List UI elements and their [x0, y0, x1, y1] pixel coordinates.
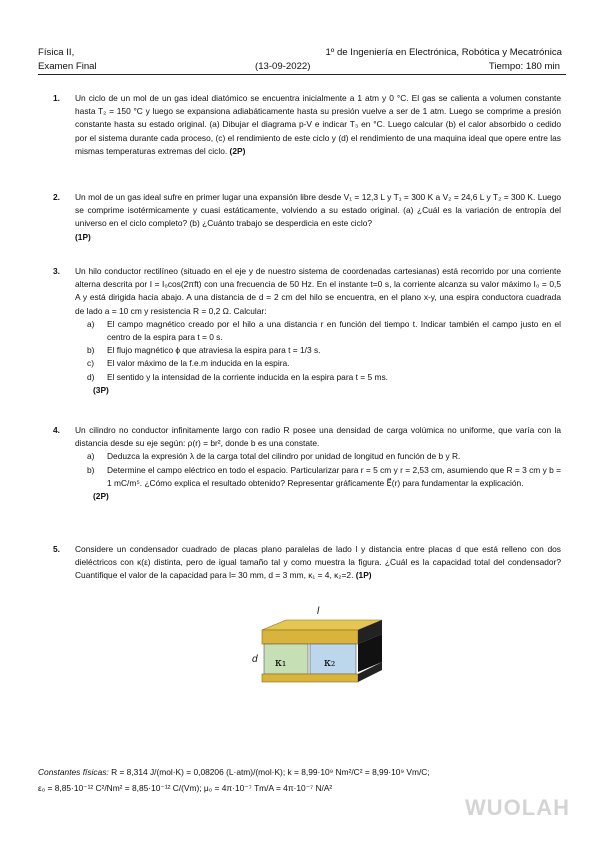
problem-points: (3P) — [93, 384, 109, 395]
problem-number: 3. — [53, 266, 60, 276]
watermark-logo: WUOLAH — [465, 795, 570, 820]
problem-points: (2P) — [229, 145, 246, 156]
constants-line-2: ε₀ = 8,85·10⁻¹² C²/Nm² = 8,85·10⁻¹² C/(Vm); μ₀ = 4π·10⁻⁷ Tm/A = 4π·10⁻⁷ N/A² — [38, 783, 333, 793]
problem-4 — [53, 424, 561, 503]
problem-number: 1. — [53, 93, 60, 103]
header-course: Física II, — [38, 47, 75, 58]
problem-text: Considere un condensador cuadrado de placas plano paralelas de lado l y distancia entre placas d que está relleno con dos dieléctricos con κ(ε) distinta, pero de igual tamaño tal y como muestra la figura. ¿Cuál es la capacidad total del condensador? Cuantifique el valor de la capacidad para l= 30 mm, d = 3 mm, κ₁ = 4, κ₂=2. — [75, 544, 561, 581]
label-k1: κ₁ — [275, 656, 287, 669]
constants-title: Constantes físicas: — [38, 767, 109, 777]
list-item: b) El flujo magnético ϕ que atraviesa la espira para t = 1/3 s. — [87, 345, 321, 356]
list-item: a) El campo magnético creado por el hilo a una distancia r en función del tiempo t. Indicar también el campo justo en el centro de la espira para t = 0 s. — [87, 318, 561, 343]
problem-text: Un mol de un gas ideal sufre en primer lugar una expansión libre desde V₁ = 12,3 L y T₁ = 300 K a V₂ = 24,6 L y T₂ = 300 K. Luego se comprime isotérmicamente y cuasi estáticamente, volviendo a su estado original. (a) ¿Cuál es la variación de entropía del universo en el ciclo completo? (b) ¿Cuánto trabajo se desperdicia en este ciclo? — [75, 192, 561, 229]
problem-number: 2. — [53, 192, 60, 202]
header-date: (13-09-2022) — [255, 61, 311, 72]
problem-5 — [53, 543, 561, 583]
list-item: c) El valor máximo de la f.e.m inducida en la espira. — [87, 358, 290, 369]
header-divider — [38, 74, 566, 75]
header-degree: 1º de Ingeniería en Electrónica, Robótica y Mecatrónica — [325, 47, 562, 58]
problem-number: 4. — [53, 425, 60, 435]
problem-text: Un hilo conductor rectilíneo (situado en el eje y de nuestro sistema de coordenadas cartesianas) está recorrido por una corriente alterna descrita por I = I₀cos(2πft) con una frecuencia de 50 Hz. En el instante t=0 s, la corriente alcanza su valor máximo I₀ = 0,5 A y está dirigida hacia abajo. A una distancia de d = 2 cm del hilo se encuentra, en el plano x-y, una espira conductora cuadrada de lado a = 10 cm y resistencia R = 0,2 Ω. Calcular: — [75, 266, 561, 316]
top-plate-edge — [262, 630, 358, 644]
bottom-plate — [262, 674, 358, 682]
problem-points: (2P) — [93, 491, 109, 502]
capacitor-figure — [250, 600, 390, 692]
list-item: b) Determine el campo eléctrico en todo el espacio. Particularizar para r = 5 cm y r = 2,53 cm, asumiendo que R = 3 cm y b = 1 mC/m⁵. ¿Cómo explica el resultado obtenido? Representar gráficamente E⃗(r) para fundamentar la explicación. — [87, 464, 561, 488]
problem-number: 5. — [53, 544, 60, 554]
header-time: Tiempo: 180 min — [488, 61, 560, 72]
header-exam: Examen Final — [38, 61, 97, 72]
label-l: l — [317, 606, 320, 617]
label-d: d — [252, 654, 258, 665]
list-item: a) Deduzca la expresión λ de la carga total del cilindro por unidad de longitud en función de b y R. — [87, 451, 461, 462]
list-item: d) El sentido y la intensidad de la corriente inducida en la espira para t = 5 ms. — [87, 371, 388, 382]
problem-1 — [53, 92, 561, 158]
problem-text: Un cilindro no conductor infinitamente largo con radio R posee una densidad de carga volúmica no uniforme, que varía con la distancia desde su eje según: ρ(r) = br², donde b es una constate. — [75, 425, 561, 449]
problem-points: (1P) — [75, 231, 91, 242]
problem-points: (1P) — [355, 570, 372, 581]
problem-2 — [53, 191, 561, 244]
label-k2: κ₂ — [324, 656, 336, 669]
problem-text: Un ciclo de un mol de un gas ideal diatómico se encuentra inicialmente a 1 atm y 0 °C. El gas se calienta a volumen constante hasta T₂ = 150 °C y luego se expansiona adiabáticamente hasta su presión vuelve a ser de 1 atm. Luego se comprime a presión constante hasta su estado original. (a) Dibujar el diagrama p-V e indicar T₃ en °C. Luego calcular (b) el calor absorbido o cedido por el sistema durante cada proceso, (c) el rendimiento de este ciclo y (d) el rendimiento de una maquina ideal que opere entre las mismas temperaturas extremas del ciclo. — [75, 93, 561, 156]
problem-3 — [53, 265, 561, 397]
constants-line-1: Constantes físicas: R = 8,314 J/(mol·K) = 0,08206 (L·atm)/(mol·K); k = 8,99·10⁹ Nm²/C² = 8,99·10⁹ Vm/C; — [38, 767, 430, 777]
